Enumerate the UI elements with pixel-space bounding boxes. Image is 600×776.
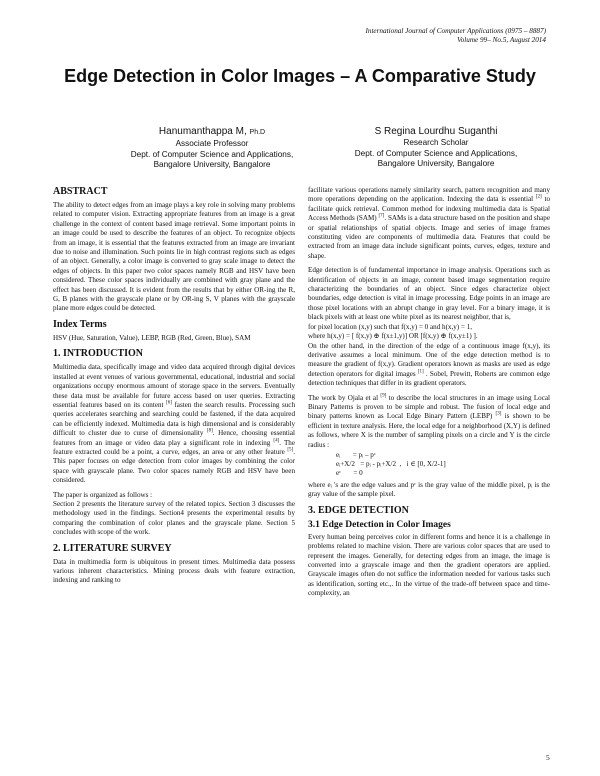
author-name: S Regina Lourdhu Suganthi bbox=[374, 126, 498, 137]
author-block-2 bbox=[316, 126, 556, 170]
intro-heading: 1. INTRODUCTION bbox=[53, 348, 144, 360]
author-affiliation: Bangalore University, Bangalore bbox=[377, 159, 495, 168]
paper-title: Edge Detection in Color Images – A Comparative Study bbox=[64, 66, 536, 86]
page-number: 5 bbox=[546, 753, 550, 762]
right-paragraph-3: The work by Ojala et al [9] to describe the local structures in an image using Local Binary Patterns is proven to be simple and robust. The fusion of local edge and binary patterns known as Local Edge Binary Pattern (LEBP) [3] is shown to be efficient in texture analysis. Here, the local edge for a neighborhood (X,Y) is defined as follows, where X is the number of sampling pixels on a circle and Y is the circle radius : bbox=[308, 393, 550, 449]
author-dept: Dept. of Computer Science and Applications, bbox=[130, 149, 294, 159]
abstract-heading: ABSTRACT bbox=[53, 186, 108, 197]
equation-line: eᵢ+X/2 = pᵢ - pᵢ+X/2 , i ∈ [0, X/2-1] bbox=[336, 459, 446, 468]
lebp-equations bbox=[336, 451, 550, 478]
author-role: Associate Professor bbox=[175, 139, 249, 148]
right-paragraph-5: Every human being perceives color in different forms and hence it is a challenge in problems related to machine vision. There are various color spaces that are used to represent the images. Generally, for detecting edges from an image, the image is converted into a grayscale image and then the gradient operators are applied. Grayscale images often do not suffice the information needed for various tasks such as identification, sorting etc.,. In the virtue of the trade-off between space and time-complexity, an bbox=[308, 532, 550, 598]
right-paragraph-4: where eᵢ 's are the edge values and pᶜ is the gray value of the middle pixel, pᵢ is the gray value of the sample pixel. bbox=[308, 480, 550, 499]
right-column bbox=[308, 186, 550, 604]
intro-paragraph-1: Multimedia data, specifically image and video data acquired through digital devices installed at event venues of various governmental, educational, industrial and social organizations occupy enormous amount of storage space in the servers. Eventually these data must be available for future access based on user queries. Extracting essential features based on its content [6] fasten the search results. Processing such queries accelerates searching and searching could be fastened, if the data acquired can be efficiently indexed. Multimedia data is high dimensional and is considerably difficult to cluster due to curse of dimensionality [8]. Hence, choosing essential features from an image or video data play a significant role in indexing [4]. The feature extracted could be a point, a curve, edges, an area or any other feature [5]. This paper focuses on edge detection from color images by combining the color space with grayscale plane. Two color spaces namely RGB and HSV have been considered. bbox=[53, 363, 295, 485]
right-paragraph-1: facilitate various operations namely similarity search, pattern recognition and many more operations depending on the application. Indexing the data is essential [2] to facilitate quick retrieval. Common method for indexing multimedia data is Spatial Access Methods (SAM) [7]. SAMs is a data structure based on the position and shape or spatial relationships of spatial objects. Image and series of image frames constituting video are components of multimedia data. Features that could be extracted from an image data include significant points, curves, edges, texture and shape. bbox=[308, 186, 550, 260]
index-terms-text: HSV (Hue, Saturation, Value), LEBP, RGB (Red, Green, Blue), SAM bbox=[53, 333, 251, 342]
literature-heading: 2. LITERATURE SURVEY bbox=[53, 542, 172, 554]
left-column bbox=[53, 186, 295, 591]
edge-detection-heading: 3. EDGE DETECTION bbox=[308, 504, 409, 516]
literature-text: Data in multimedia form is ubiquitous in present times. Multimedia data possess various inherent characteristics. Mining process deals with feature extraction, indexing and ranking to bbox=[53, 557, 295, 585]
author-block-1 bbox=[92, 126, 332, 171]
right-paragraph-2: Edge detection is of fundamental importance in image analysis. Operations such as identification of objects in an image, content based image segmentation require characterizing the boundaries of an object. Since edges characterize object boundaries, edge detection is vital in image processing. Edge points in an image are those pixel locations with an abrupt change in gray level. For a binary image, it is black pixels with at least one white pixel as its nearest neighbor, that is, for pixel location (x,y) such that f(x,y) = 0 and h(x,y) = 1, where h(x,y) = [ f(x,y) ⊕ f(x±1,y)] OR [f(x,y) ⊕ f(x,y±1) ]. On the other hand, in the direction of the edge of a continuous image f(x,y), its derivative assumes a local minimum. One of the edge detection method is to measure the gradient of f(x,y). Gradient operators known as masks are used as edge detection operators for digital images [1] . Sobel, Prewitt, Roberts are common edge detection techniques that differ in its gradient operators. bbox=[308, 266, 550, 388]
author-affiliation: Bangalore University, Bangalore bbox=[153, 160, 271, 169]
journal-volume: Volume 99– No.5, August 2014 bbox=[457, 36, 546, 44]
journal-name: International Journal of Computer Applications (0975 – 8887) bbox=[365, 27, 546, 35]
index-terms-heading: Index Terms bbox=[53, 318, 107, 330]
author-dept: Dept. of Computer Science and Applications, bbox=[354, 148, 518, 158]
author-name: Hanumanthappa M, Ph.D bbox=[158, 126, 266, 137]
journal-header bbox=[365, 27, 546, 45]
author-role: Research Scholar bbox=[403, 138, 469, 147]
color-edge-subheading: 3.1 Edge Detection in Color Images bbox=[308, 519, 451, 530]
intro-paragraph-3: Section 2 presents the literature survey of the related topics. Section 3 discusses the methodology used in the findings. Section4 presents the experimental results by comparing the combination of color planes and the grayscale plane. Section 5 concludes with scope of the work. bbox=[53, 499, 295, 537]
equation-line: eᵢ = pᵢ – pᶜ bbox=[336, 450, 376, 459]
abstract-text: The ability to detect edges from an image plays a key role in solving many problems related to computer vision. Extracting appropriate features from an image is a great challenge in the context of content based image retrieval. Some important points in an image could be used to describe the features of an object. To recognize objects from an image, it is essential that the features extracted from an image are invariant due to noise and illumination. Such points lie in high contrast regions such as edges of an object. Generally, a color image is converted to gray scale image to detect the edges of objects. In this paper two color spaces namely RGB and HSV have been considered. These color spaces individually are combined with gray plane and the effect has been discussed. It is evident from the results that by either OR-ing the R, G, B planes with the grayscale plane or by OR-ing S, V planes with the grayscale plane more edges could be detected. bbox=[53, 201, 295, 313]
intro-paragraph-2: The paper is organized as follows : bbox=[53, 490, 153, 499]
equation-line: eᶜ = 0 bbox=[336, 468, 363, 477]
